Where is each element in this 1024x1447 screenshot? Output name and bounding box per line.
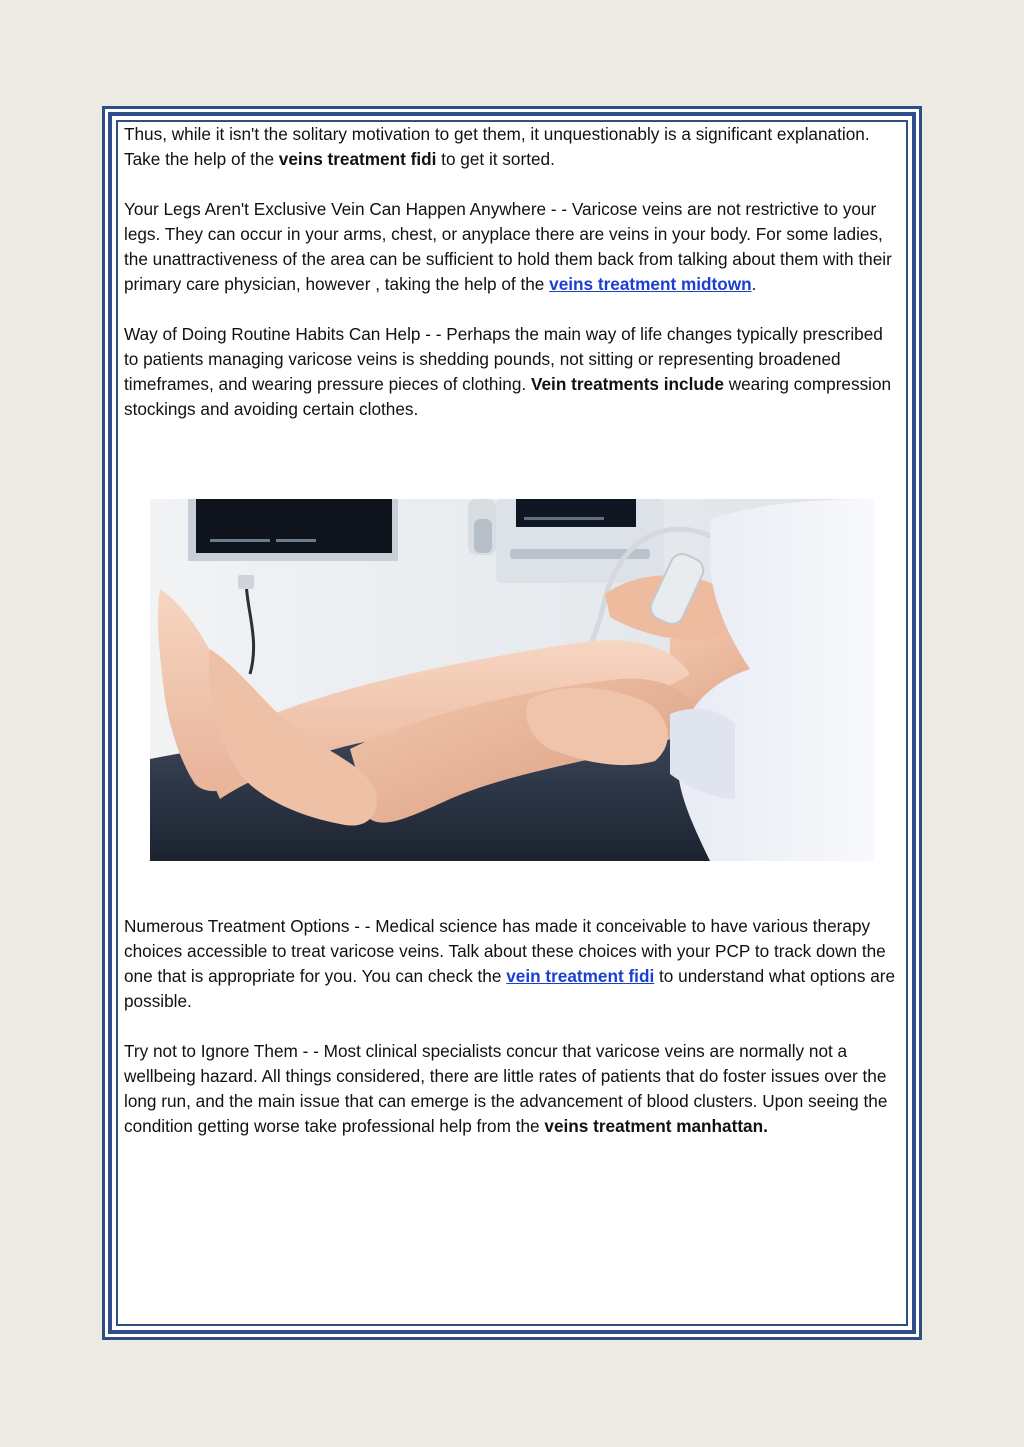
paragraph-text: Thus, while it isn't the solitary motivation to get them, it unquestionably is a significant explanation. Take the help of the [124, 124, 870, 169]
paragraph-text: Your Legs Aren't Exclusive Vein Can Happen Anywhere - - Varicose veins are not restrictive to your legs. They can occur in your arms, chest, or anyplace there are veins in your body. For some ladies, the unattractiveness of the area can be sufficient to hold them back from talking about them with their primary care physician, however , taking the help of the [124, 199, 892, 294]
paragraph-text: to get it sorted. [436, 149, 555, 169]
article-body-top [124, 122, 900, 447]
ultrasound-machine [468, 499, 664, 583]
paragraph-treatment-options [124, 914, 900, 1014]
link-vein-treatment-fidi[interactable]: vein treatment fidi [506, 966, 655, 986]
vein-ultrasound-photo [150, 499, 874, 861]
paragraph-fidi-explanation [124, 122, 900, 172]
paragraph-text: to understand what options are possible. [124, 966, 896, 1011]
paragraph-text: Numerous Treatment Options - - Medical science has made it conceivable to have various therapy choices accessible to treat varicose veins. Talk about these choices with your PCP to track down the one that is appropriate for you. You can check the [124, 916, 886, 986]
power-outlet [238, 575, 254, 589]
paragraph-text: Way of Doing Routine Habits Can Help - - Perhaps the main way of life changes typically prescribed to patients managing varicose veins is shedding pounds, not sitting or representing broadened timeframes, and wearing pressure pieces of clothing. [124, 324, 883, 394]
paragraph-text: wearing compression stockings and avoiding certain clothes. [124, 374, 892, 419]
paragraph-routine-habits [124, 322, 900, 422]
paragraph-text: Try not to Ignore Them - - Most clinical specialists concur that varicose veins are normally not a wellbeing hazard. All things considered, there are little rates of patients that do foster issues over the long run, and the main issue that can emerge is the advancement of blood clusters. Upon seeing the condition getting worse take professional help from the [124, 1041, 888, 1136]
article-body-bottom [124, 914, 900, 1164]
keyword-veins-treatment-manhattan: veins treatment manhattan. [544, 1116, 768, 1136]
keyword-vein-treatments-include: Vein treatments include [530, 374, 724, 394]
monitor-left [188, 499, 398, 561]
link-veins-treatment-midtown[interactable]: veins treatment midtown [549, 274, 752, 294]
keyword-veins-treatment-fidi: veins treatment fidi [278, 149, 437, 169]
paragraph-dont-ignore [124, 1039, 900, 1139]
paragraph-legs-not-exclusive [124, 197, 900, 297]
paragraph-text: . [751, 274, 757, 294]
